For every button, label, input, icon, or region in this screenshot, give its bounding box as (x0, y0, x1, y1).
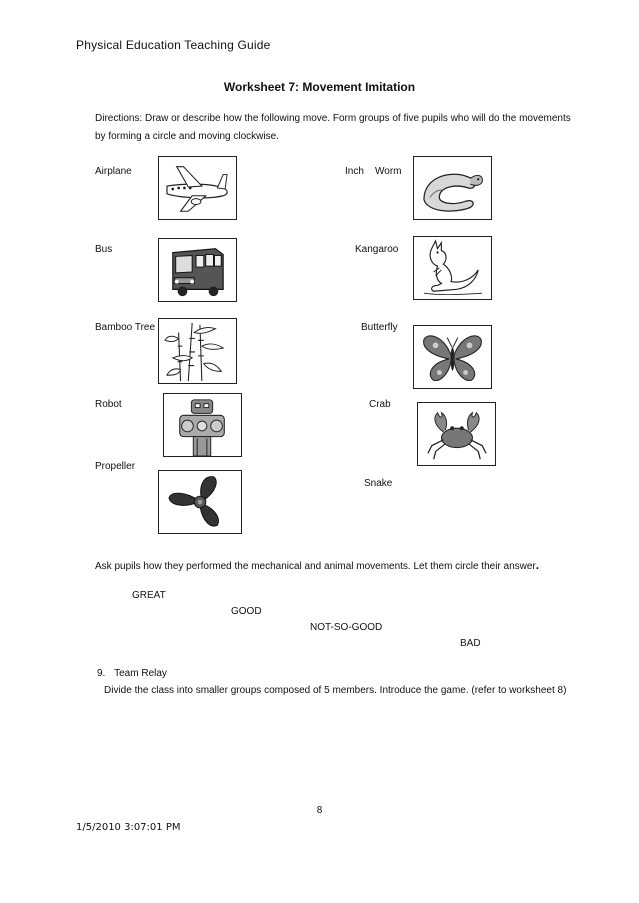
bamboo-tree-image (158, 318, 237, 384)
directions (95, 110, 575, 146)
rating-bad: BAD (460, 638, 481, 649)
label-inch-worm: Inch Worm (345, 166, 402, 177)
bus-image (158, 238, 237, 302)
kangaroo-icon (414, 237, 491, 299)
directions-line-2: by forming a circle and moving clockwise. (95, 131, 279, 142)
label-bamboo-tree: Bamboo Tree (95, 322, 156, 333)
section-number: 9. (97, 668, 106, 679)
airplane-icon (159, 157, 236, 219)
butterfly-icon (414, 326, 491, 388)
worksheet-title: Worksheet 7: Movement Imitation (223, 80, 416, 94)
directions-line-1: Directions: Draw or describe how the following move. Form groups of five pupils who will do the movements (95, 113, 571, 124)
bus-icon (159, 239, 236, 301)
label-snake: Snake (364, 478, 393, 489)
rating-good: GOOD (231, 606, 262, 617)
label-airplane: Airplane (95, 166, 132, 177)
rating-great: GREAT (132, 590, 166, 601)
inchworm-image (413, 156, 492, 220)
section-text: Divide the class into smaller groups composed of 5 members. Introduce the game. (refer to worksheet 8) (104, 685, 567, 696)
robot-image (163, 393, 242, 457)
label-robot: Robot (95, 399, 122, 410)
propeller-icon (159, 471, 241, 533)
reflection-question-period: . (535, 558, 540, 572)
airplane-image (158, 156, 237, 220)
rating-not-so-good: NOT-SO-GOOD (310, 622, 383, 633)
bamboo-tree-icon (159, 319, 236, 383)
crab-icon (418, 403, 495, 465)
reflection-question-text: Ask pupils how they performed the mechanical and animal movements. Let them circle their answer (95, 561, 536, 572)
crab-image (417, 402, 496, 466)
label-propeller: Propeller (95, 461, 136, 472)
section-title: Team Relay (114, 668, 167, 679)
section-heading (97, 665, 167, 683)
label-kangaroo: Kangaroo (355, 244, 399, 255)
label-butterfly: Butterfly (361, 322, 398, 333)
butterfly-image (413, 325, 492, 389)
inchworm-icon (414, 157, 491, 219)
kangaroo-image (413, 236, 492, 300)
page-number: 8 (316, 805, 323, 816)
print-timestamp: 1/5/2010 3:07:01 PM (76, 822, 181, 833)
propeller-image (158, 470, 242, 534)
label-bus: Bus (95, 244, 113, 255)
reflection-question (95, 556, 565, 576)
label-crab: Crab (369, 399, 391, 410)
robot-icon (164, 394, 241, 456)
running-header: Physical Education Teaching Guide (76, 38, 271, 52)
